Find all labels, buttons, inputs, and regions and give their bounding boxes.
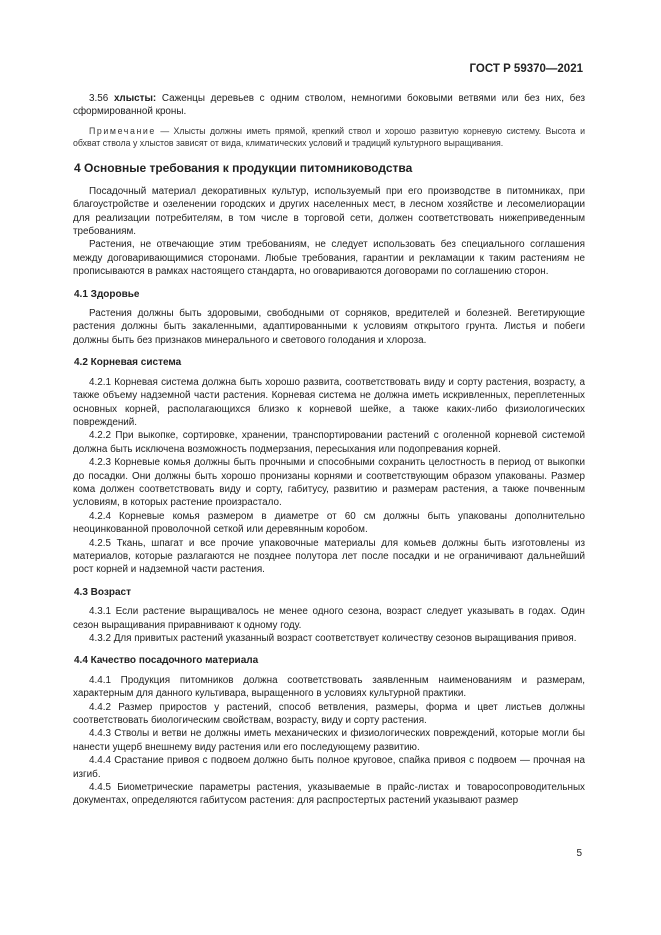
- definition-term: хлысты:: [113, 93, 157, 104]
- section-4-2-title: 4.2 Корневая система: [74, 357, 182, 369]
- paragraph: 4.2.3 Корневые комья должны быть прочными и способными сохранить целостность в период от выкопки до посадки. Они должны быть хорошо пронизаны корнями и соответствующим образом упакованы. Размер кома должен соответствовать виду и сорту, габитусу, развитию и размерам растения, а также почвенным условиям, в которых растение произрастало.: [73, 457, 585, 509]
- note-label: Примечание: [89, 125, 156, 136]
- paragraph: 4.2.1 Корневая система должна быть хорошо развита, соответствовать виду и сорту растения, возрасту, а также объему надземной части растения. Корневая система не должна иметь искривленных, переплетенных основных корней, располагающихся близко к корневой шейке, а также каких-либо физиологических повреждений.: [73, 376, 585, 428]
- page-number: 5: [576, 848, 582, 859]
- section-4-1-title: 4.1 Здоровье: [74, 288, 140, 300]
- paragraph: Растения, не отвечающие этим требованиям, не следует использовать без специального соглашения между договаривающимися сторонами. Любые требования, гарантии и рекламации к таким растениям не прописываются в рамках настоящего стандарта, но оговариваются договорами по соглашению сторон.: [73, 239, 585, 278]
- paragraph: 4.2.4 Корневые комья размером в диаметре от 60 см должны быть упакованы дополнительно неоцинкованной проволочной сеткой или деревянным коробом.: [73, 510, 585, 536]
- paragraph: 4.3.2 Для привитых растений указанный возраст соответствует количеству сезонов выращивания привоя.: [89, 633, 577, 644]
- paragraph: 4.4.1 Продукция питомников должна соответствовать заявленным наименованиям и размерам, характерным для данного культивара, выращенного в условиях культурной практики.: [73, 674, 585, 700]
- paragraph: 4.2.2 При выкопке, сортировке, хранении, транспортировании растений с оголенной корневой системой должна быть исключена возможность подмерзания, пересыхания или подопревания корней.: [73, 430, 585, 455]
- page-content: [73, 92, 585, 808]
- standard-id: ГОСТ Р 59370—2021: [469, 63, 583, 75]
- definition-3-56: [73, 92, 585, 119]
- paragraph: 4.3.1 Если растение выращивалось не менее одного сезона, возраст следует указывать в годах. Один сезон выращивания приравнивают к одному году.: [73, 606, 585, 631]
- note-text: — Хлысты должны иметь прямой, крепкий ствол и хорошо развитую корневую систему. Высота и обхват ствола у хлыстов зависят от вида, климатических условий и традиций культурного выращивания.: [73, 125, 585, 149]
- note: [73, 125, 585, 150]
- section-4-title: 4 Основные требования к продукции питомниководства: [74, 161, 413, 176]
- paragraph: 4.4.3 Стволы и ветви не должны иметь механических и физиологических повреждений, которые могли бы нанести ущерб внешнему виду растения или его последующему развитию.: [73, 728, 585, 753]
- paragraph: 4.4.5 Биометрические параметры растения, указываемые в прайс-листах и товаросопроводительных документах, определяются габитусом растения: для распростертых растений указывают размер: [73, 782, 585, 807]
- definition-number: 3.56: [89, 93, 109, 104]
- paragraph: 4.4.2 Размер приростов у растений, способ ветвления, размеры, форма и цвет листьев должны соответствовать биологическим свойствам, возрасту, виду и сорту растения.: [73, 701, 585, 727]
- paragraph: 4.4.4 Срастание привоя с подвоем должно быть полное круговое, спайка привоя с подвоем — прочная на изгиб.: [73, 755, 585, 780]
- section-4-4-title: 4.4 Качество посадочного материала: [74, 655, 259, 667]
- paragraph: 4.2.5 Ткань, шпагат и все прочие упаковочные материалы для комьев должны быть изготовлены из материалов, которые разлагаются не позднее полутора лет после посадки и не ограничивают дальнейший рост корней и надземной части растения.: [73, 537, 585, 576]
- section-4-3-title: 4.3 Возраст: [74, 586, 131, 598]
- paragraph: Посадочный материал декоративных культур, используемый при его производстве в питомниках, при благоустройстве и озеленении городских и других населенных мест, в лесном хозяйстве и лесомелиорации для реализации потребителям, в том числе в торговой сети, должен соответствовать нижеприведенным требованиям.: [73, 185, 585, 238]
- paragraph: Растения должны быть здоровыми, свободными от сорняков, вредителей и болезней. Вегетирующие растения должны быть закаленными, адаптированными к условиям открытого грунта. Листья и побеги должны быть без признаков минерального и светового голодания и хлороза.: [73, 308, 585, 346]
- definition-text: Саженцы деревьев с одним стволом, немногими боковыми ветвями или без них, без сформированной кроны.: [73, 93, 585, 118]
